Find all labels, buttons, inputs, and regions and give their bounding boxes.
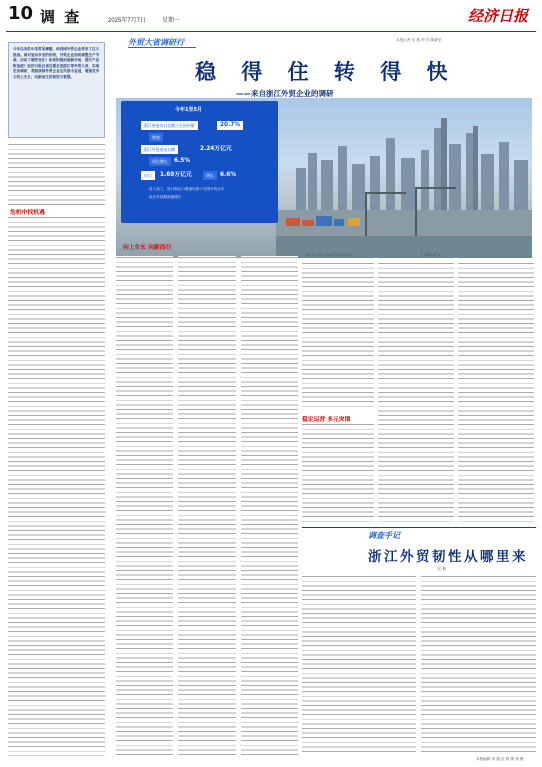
second-article-kicker: 调查手记 [368,531,400,540]
stat-label: 浙江省进出口总额占全国份额 [141,121,198,130]
section-head-right: 稳定运营 多元突围 [302,417,351,423]
stat-label: 增速 [149,133,163,142]
intro-text: 今年以来的中美贸易摩擦，给我国外贸企业带来了巨大挑战。面对复杂多变的形势，外贸企业如何调整生产节奏，启动了哪些变化？如何积极拓展新市场，提升产品附加值？经济日报记者近期走进浙江等外贸大省，实地走访调研，观察我国外贸企业在风浪中奋进，增强竞争力的上生长，向新而生的韧性与智慧。 [13,47,100,79]
paper-logo: 经济日报 [467,7,528,25]
infobox-head: 今年1至5月 [175,107,202,113]
kicker-rule [128,47,196,48]
column-text-2 [116,256,173,756]
section-name: 调 查 [40,8,82,26]
stat-value: 6.6% [220,172,237,178]
section-head-left: 危机中找机遇 [10,210,45,216]
stat-row-export [141,171,251,180]
stat-row-growth [149,133,259,142]
second-article-title: 浙江外贸韧性从哪里来 [368,549,528,565]
stat-label: 增长 [203,171,217,180]
stat-label: 浙江外贸进出口额 [141,145,178,154]
issue-date: 2025年7月7日 [108,18,147,24]
stat-row-yoy [149,157,259,166]
left-column-text-2 [8,216,105,756]
column-text-5a [302,262,374,410]
stat-value: 6.5% [174,158,191,164]
issue-weekday: 星期一 [162,18,181,24]
infobox-note: 较去年同期高速增长 [149,195,182,199]
left-column-text-1 [8,143,105,205]
page-number: 10 [8,3,34,24]
section-head-middle: 向上生长 向新而行 [123,245,172,251]
photo-caption: ↑ 运输线路 图 [420,253,441,257]
stat-value: 2.24万亿元 [200,146,232,152]
second-article-text-2 [421,575,536,753]
stat-value: 20.7% [217,121,243,130]
feature-kicker: 外贸大省调研行 [128,38,184,47]
stat-label: 出口 [141,171,155,180]
intro-box [8,42,105,138]
second-article-text-1 [302,575,416,753]
article-divider [302,527,536,528]
second-article-author: 吴 燕 [437,566,447,571]
column-text-5b [302,423,374,523]
feature-subtitle: ——来自浙江外贸企业的调研 [236,89,334,98]
photo-caption: ↑ 浙江多个港口 吞吐忙碌 新华社发 [302,253,353,257]
stat-row-total [141,145,251,154]
column-text-6 [378,262,454,524]
stat-label: 同比增长 [149,157,171,166]
feature-title: 稳 得 住 转 得 快 [195,60,457,84]
stats-infobox [121,101,278,223]
column-text-4 [241,256,298,756]
infobox-note: 进入前三，进口和出口增速均高于全国平均水平 [149,187,225,191]
stat-row-share [141,121,251,130]
masthead [6,6,536,32]
feature-byline: 本报记者 吴 燕 李 芃 陈晓莹 [396,38,442,42]
column-text-3 [178,256,236,756]
column-text-7 [458,262,534,524]
page-footer: 本版编辑 刘 德 佳 制 图 焦 俊 [476,757,524,761]
stat-value: 1.69万亿元 [160,172,192,178]
